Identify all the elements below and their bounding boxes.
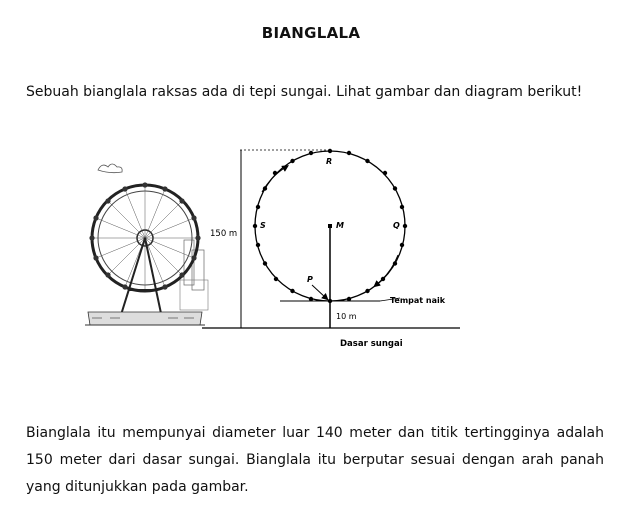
height-label: 150 m xyxy=(210,229,238,239)
ferris-wheel-figure xyxy=(80,140,480,360)
rotation-arrow-right xyxy=(376,255,398,285)
boarding-label: Tempat naik xyxy=(390,296,446,305)
ferris-wheel-diagram xyxy=(202,149,460,349)
point-r-label: R xyxy=(326,157,333,166)
point-m-label: M xyxy=(336,221,344,230)
base-height-label: 10 m xyxy=(336,312,357,321)
point-p-arrow xyxy=(312,285,326,298)
page-title: BIANGLALA xyxy=(261,24,361,42)
ground-label: Dasar sungai xyxy=(340,339,403,349)
intro-text: Sebuah bianglala raksas ada di tepi sungai. Lihat gambar dan diagram berikut! xyxy=(26,84,583,100)
problem-paragraph: Bianglala itu mempunyai diameter luar 140 meter dan titik tertingginya adalah 150 meter dari dasar sungai. Bianglala itu berputar sesuai dengan arah panah yang ditunjukkan pada gambar. xyxy=(26,425,604,495)
point-s-label: S xyxy=(260,221,266,230)
ferris-wheel-illustration xyxy=(85,164,208,325)
point-p-label: P xyxy=(307,275,313,284)
point-q-label: Q xyxy=(393,221,400,230)
